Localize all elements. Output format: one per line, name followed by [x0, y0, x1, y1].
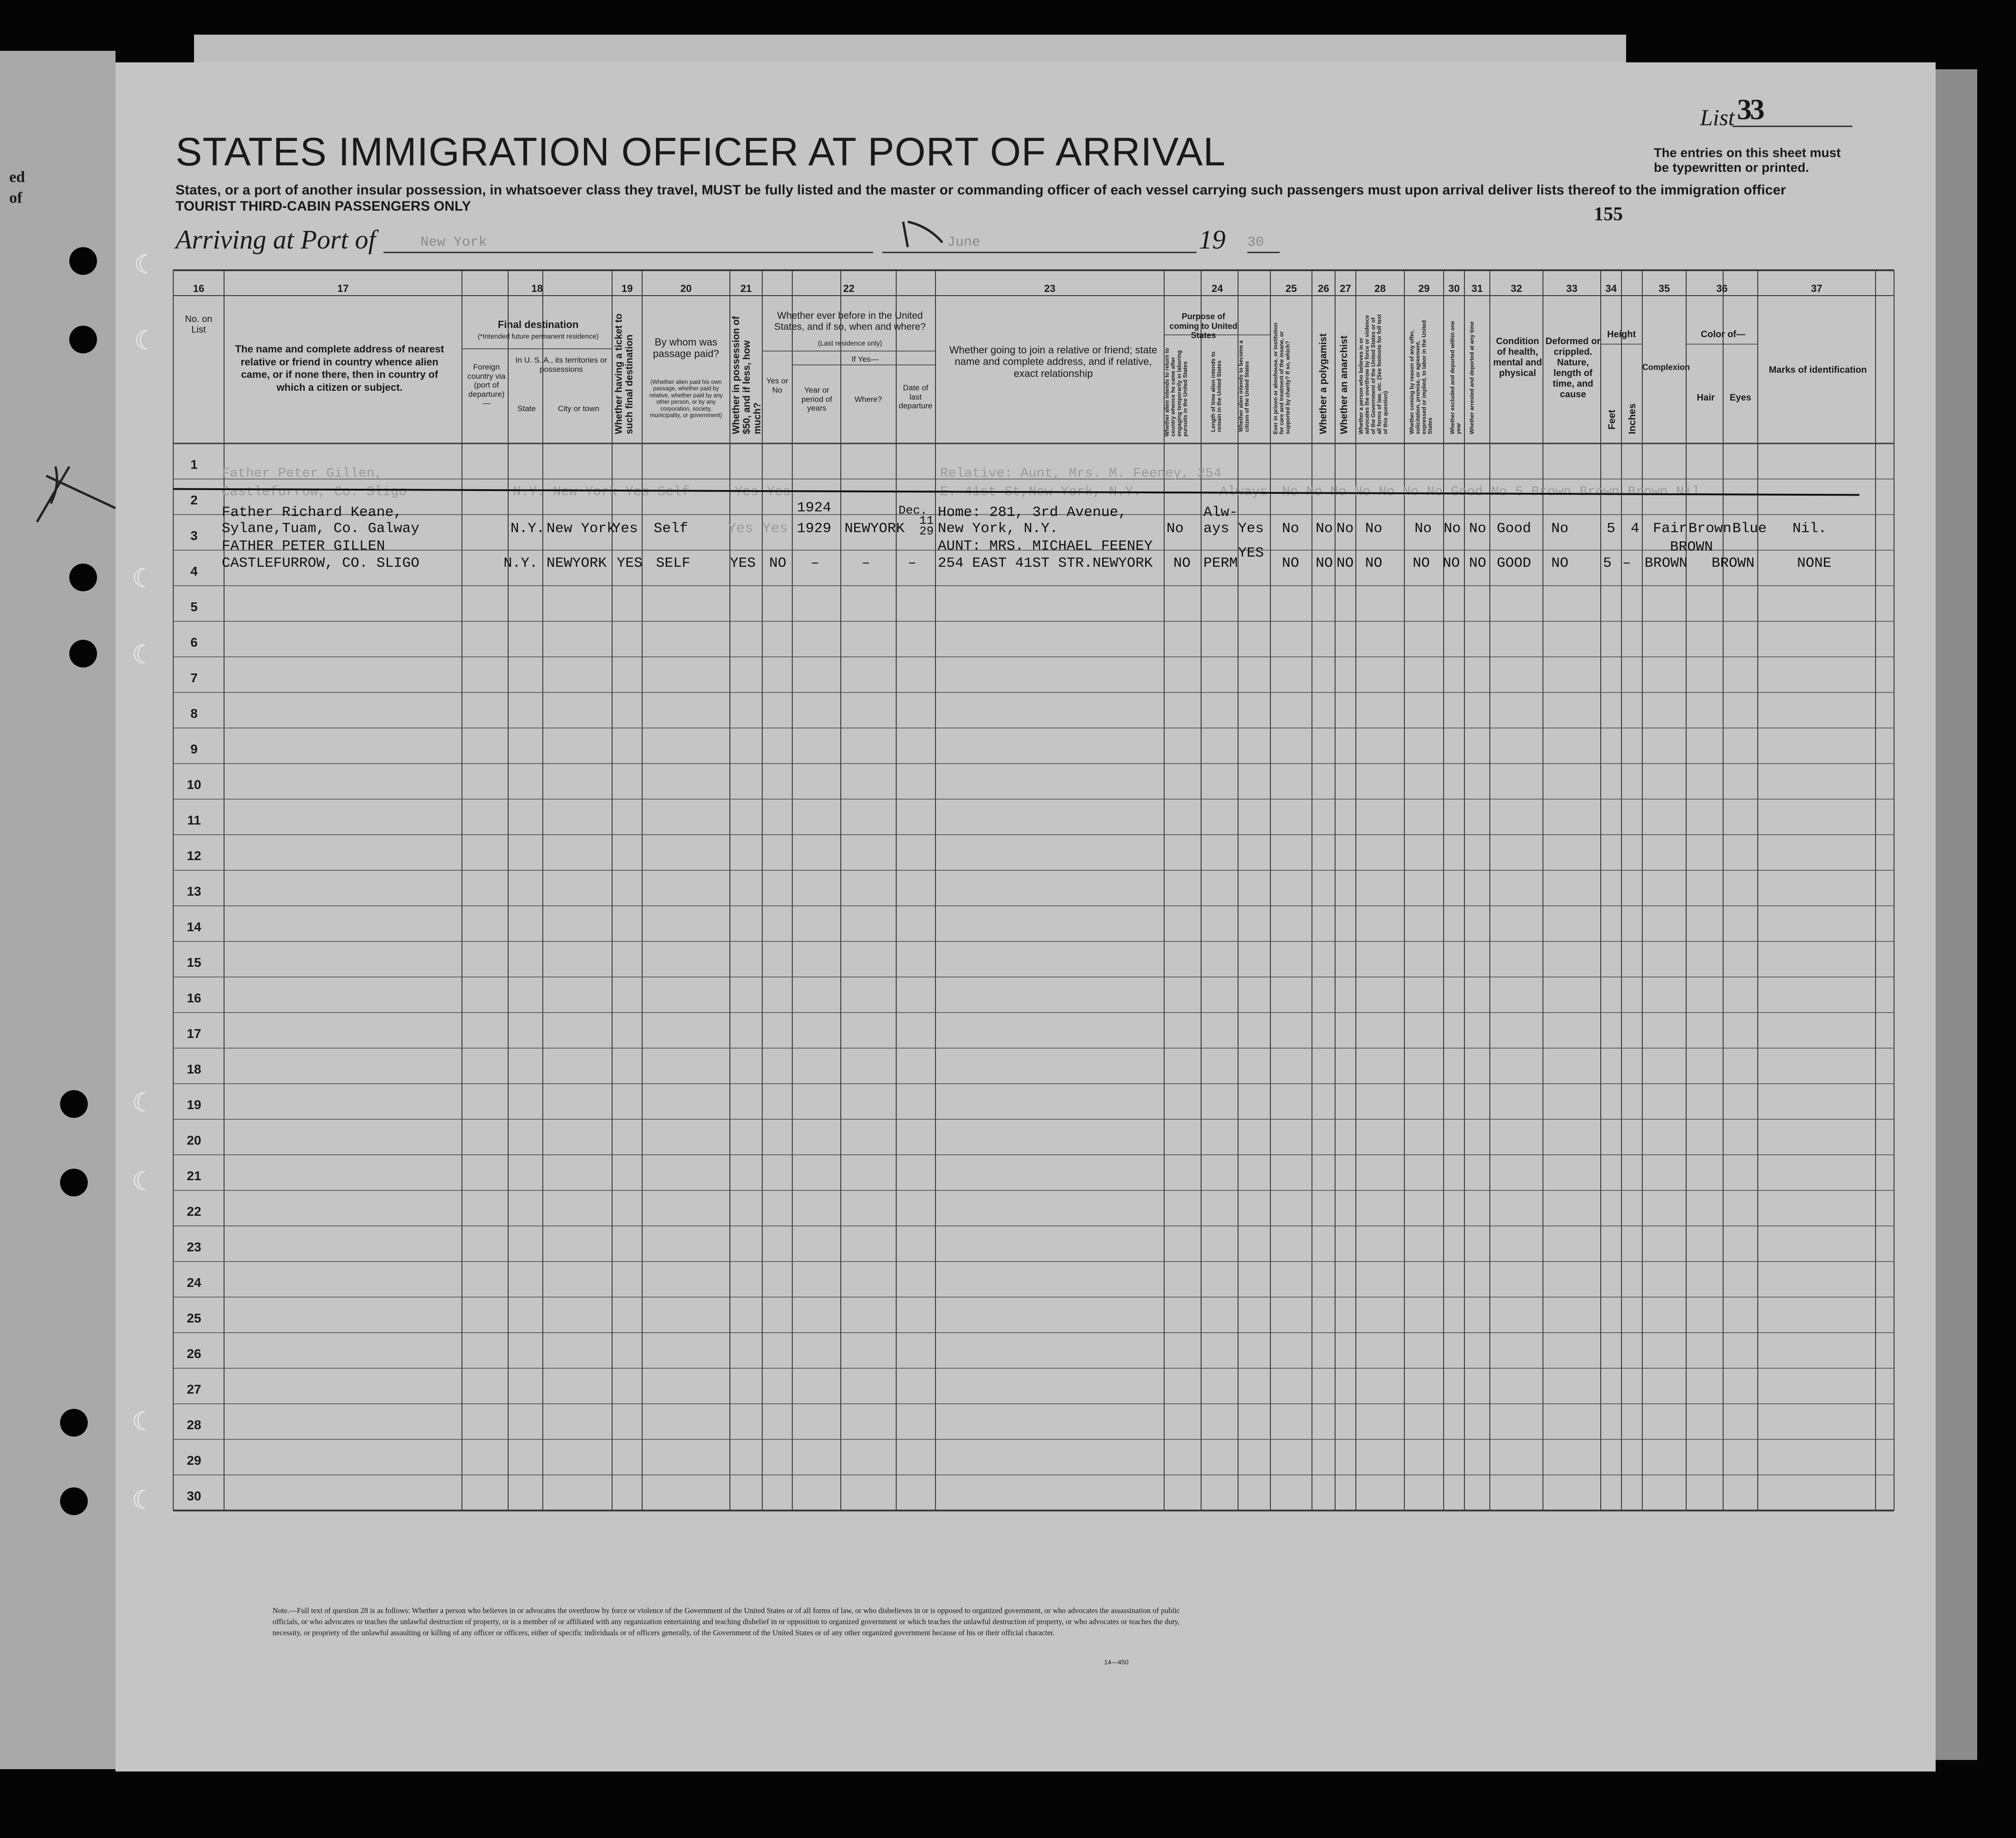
struck-relative-1: Father Peter Gillen, [222, 466, 383, 481]
row3-before: NO [769, 555, 787, 571]
col22-where: Where? [854, 395, 882, 404]
col27-header: Whether an anarchist [1339, 335, 1349, 434]
row2-excluded: No [1444, 521, 1461, 537]
port-value: New York [420, 235, 487, 250]
row3-state: N.Y. [504, 555, 538, 571]
punch-hole [60, 1169, 88, 1196]
column-number: 34 [1605, 283, 1617, 294]
row3-relative-line1: FATHER PETER GILLEN [222, 538, 385, 554]
row2-city: New York [547, 521, 615, 537]
column-number: 35 [1658, 283, 1670, 294]
col18-foreign: Foreign country via (port of departure)— [467, 363, 506, 408]
col18-subtitle: (*Intended future permanent residence) [478, 333, 599, 340]
row2-year-1: 1924 [797, 500, 832, 516]
row3-feet: 5 [1603, 555, 1612, 571]
col30-header: Whether excluded and deported within one year [1449, 321, 1462, 434]
row-number: 25 [187, 1311, 201, 1325]
row2-offer: No [1415, 521, 1432, 537]
row2-join-line2: New York, N.Y. [938, 521, 1058, 537]
row2-hair: Brown [1688, 521, 1732, 537]
typewritten-notice: The entries on this sheet must [1654, 146, 1841, 160]
row-number: 27 [187, 1382, 201, 1396]
column-number: 17 [337, 283, 349, 294]
row-number: 3 [190, 528, 198, 543]
row-number: 4 [190, 564, 198, 578]
column-number: 22 [843, 283, 855, 294]
manifest-sheet [115, 62, 1936, 1771]
ring-reinforcement-icon: ☾ [132, 1407, 155, 1437]
col22-subtitle: (Last residence only) [818, 340, 882, 347]
row-number: 2 [190, 493, 198, 507]
row3-length: PERM [1203, 555, 1238, 571]
edge-text-2: of [9, 189, 23, 206]
handwritten-check-mark [901, 217, 947, 249]
row2-marks: Nil. [1792, 521, 1827, 537]
row-number: 5 [190, 600, 198, 614]
row-number: 15 [187, 955, 201, 970]
row-number: 14 [187, 920, 201, 934]
passenger-class: TOURIST THIRD-CABIN PASSENGERS ONLY [176, 199, 471, 214]
row-number: 20 [187, 1133, 201, 1147]
row2-join-line1: Home: 281, 3rd Avenue, [938, 504, 1127, 521]
row-number: 24 [187, 1275, 201, 1290]
column-number: 23 [1044, 283, 1056, 294]
row2-date-3: 29 [919, 524, 934, 538]
col24-length: Length of time alien intends to remain in the United States [1210, 352, 1223, 432]
row2-date-2: 11 [919, 514, 934, 528]
col22-ifyes: If Yes— [851, 355, 879, 364]
column-number: 18 [531, 283, 543, 294]
row-number: 1 [190, 457, 198, 472]
row3-money: YES [730, 555, 756, 571]
struck-money: Yes Yes [735, 484, 791, 499]
row2-money: Yes [728, 521, 753, 537]
row3-health: GOOD [1497, 555, 1531, 571]
col16-header: No. on List [185, 314, 213, 335]
row2-state: N.Y. [510, 521, 545, 537]
column-number: 19 [621, 283, 633, 294]
date-line [882, 252, 1196, 253]
row-number: 16 [187, 991, 201, 1005]
arriving-label: Arriving at Port of [176, 224, 376, 255]
column-number: 29 [1418, 283, 1430, 294]
col21-header: Whether in possession of $50, and if less, how much? [731, 316, 763, 434]
col22-year: Year or period of years [801, 386, 832, 413]
row3-complexion: BROWN [1645, 555, 1688, 571]
row3-year: – [811, 555, 820, 571]
row-number: 18 [187, 1062, 201, 1076]
port-line [383, 252, 873, 253]
row-number: 26 [187, 1347, 201, 1361]
row3-hair: BROWN [1712, 555, 1755, 571]
col25-header: Ever in prison or almshouse, or institution for care and treatment of the insane, or supported by charity? If so, which? [1272, 322, 1291, 434]
row-number: 28 [187, 1418, 201, 1432]
row-number: 29 [187, 1453, 201, 1468]
ring-reinforcement-icon: ☾ [132, 1485, 155, 1515]
row3-city: NEWYORK [547, 555, 607, 571]
row-number: 10 [187, 777, 201, 792]
col22-date: Date of last departure [899, 383, 933, 411]
punch-hole [60, 1090, 88, 1118]
column-number: 25 [1285, 283, 1297, 294]
punch-hole [69, 564, 97, 591]
row-number: 22 [187, 1204, 201, 1219]
row-number: 23 [187, 1240, 201, 1254]
col26-header: Whether a polygamist [1318, 333, 1329, 434]
ring-reinforcement-icon: ☾ [132, 564, 155, 594]
column-number: 33 [1566, 283, 1578, 294]
ring-reinforcement-icon: ☾ [134, 249, 158, 279]
row3-excluded: NO [1443, 555, 1460, 571]
col29-header: Whether coming by reason of any offer, solicitation, promise, or agreement, expressed or implied, to labor in the United States [1409, 320, 1433, 434]
column-number: 24 [1211, 283, 1223, 294]
column-number: 21 [740, 283, 752, 294]
col19-header: Whether having a ticket to such final destination [613, 313, 635, 434]
row-number: 21 [187, 1169, 201, 1183]
struck-join-1: Relative: Aunt, Mrs. M. Feeney, 254 [940, 466, 1222, 481]
footnote: Note.—Full text of question 28 is as follows: Whether a person who believes in or advocates the overthrow by force or violence of the Government of the United States or of all forms of law, or who disbelieves in or is opposed to organized government, or who advocates the assassination of public officials, or who advocates or teaches the unlawful destruction of property, or is a member of or affiliated with any organization entertaining and teaching disbelief in or opposition to organized government or which teaches the unlawful destruction of property, or who advocates or teaches the duty, necessity, or propriety of the unlawful assaulting or killing of any officer or officers, either of specific individuals or of officers generally, of the Government of the United States or of any other organized government because of his or their official character. [273, 1606, 1180, 1637]
row2-length-1: Alw- [1203, 504, 1238, 521]
col20-title: By whom was passage paid? [653, 336, 719, 360]
col36-eyes: Eyes [1730, 393, 1751, 403]
row2-date-1: Dec. [899, 503, 928, 517]
right-page-edge [1931, 69, 1977, 1760]
year-suffix: 30 [1247, 235, 1264, 250]
col18-usa: In U. S. A., its territories or possessions [515, 356, 607, 374]
typewritten-notice-2: be typewritten or printed. [1654, 160, 1810, 175]
list-number: 33 [1737, 93, 1763, 126]
previous-page-strip [0, 51, 115, 1769]
col34-feet: Feet [1607, 409, 1617, 430]
col22-title: Whether ever before in the United States, and if so, when and where? [774, 310, 926, 333]
row-number: 19 [187, 1098, 201, 1112]
row2-relative-line2: Sylane,Tuam, Co. Galway [222, 521, 419, 537]
column-number: 31 [1471, 283, 1483, 294]
col23-header: Whether going to join a relative or friend; state name and complete address, and if relative, exact relationship [949, 344, 1158, 379]
list-label: List [1700, 104, 1735, 130]
row3-paid-by: SELF [656, 555, 691, 571]
column-number: 28 [1374, 283, 1386, 294]
col32-header: Condition of health, mental and physical [1493, 336, 1542, 378]
row3-inches: – [1622, 555, 1631, 571]
punch-hole [60, 1487, 88, 1515]
col18-city: City or town [558, 404, 600, 413]
col35-header: Complexion [1642, 363, 1690, 372]
col28-header: Whether a person who believes in or advocates the overthrow by force or violence of the Government of the United States or of all forms of law, etc. (See footnote for full text of this question) [1358, 314, 1389, 434]
struck-relative-2: Castlefurrow, Co. Sligo [222, 484, 407, 499]
row2-deformed: No [1551, 521, 1569, 537]
col36-title: Color of— [1700, 329, 1746, 340]
row2-year-2: 1929 [797, 521, 832, 537]
row3-overthrow: NO [1365, 555, 1383, 571]
row3-polygamist: NO [1316, 555, 1333, 571]
punch-hole [69, 247, 97, 275]
row2-length-2: ays [1203, 521, 1229, 537]
row-number: 17 [187, 1026, 201, 1041]
row2-inches: 4 [1631, 521, 1640, 537]
date-value: June [947, 235, 981, 250]
row-number: 6 [190, 635, 198, 649]
ring-reinforcement-icon: ☾ [132, 640, 155, 670]
edge-text-1: ed [9, 169, 25, 186]
ring-reinforcement-icon: ☾ [132, 1088, 155, 1118]
row2-ticket: Yes [612, 521, 638, 537]
list-number-line [1732, 126, 1852, 127]
page-subtitle: States, or a port of another insular possession, in whatsoever class they travel, MUST be fully listed and the master or commanding officer of each vessel carrying such passengers must upon arrival deliver lists thereof to the immigration officer [176, 182, 1786, 198]
struck-destination: N.Y. New York Yes Self [513, 484, 690, 499]
row3-offer: NO [1413, 555, 1430, 571]
page-title: STATES IMMIGRATION OFFICER AT PORT OF ARRIVAL [176, 130, 1226, 174]
row3-anarchist: NO [1336, 555, 1354, 571]
row3-join-line2: 254 EAST 41ST STR.NEWYORK [938, 555, 1153, 571]
year-line [1247, 252, 1280, 253]
row3-ticket: YES [617, 555, 643, 571]
row2-citizen: Yes [1238, 521, 1264, 537]
row2-where: NEWYORK [844, 521, 905, 537]
row2-paid-by: Self [654, 521, 688, 537]
row3-prison: NO [1282, 555, 1299, 571]
row3-deported: NO [1469, 555, 1487, 571]
col36-hair: Hair [1697, 393, 1715, 403]
row3-deformed: NO [1551, 555, 1569, 571]
row2-health: Good [1497, 521, 1531, 537]
row2-return: No [1166, 521, 1184, 537]
col17-header: The name and complete address of nearest relative or friend in country whence alien came, or if none there, then in country of which a citizen or subject. [235, 343, 444, 393]
row2-overthrow: No [1365, 521, 1383, 537]
column-number: 20 [680, 283, 692, 294]
row2-polygamist: No [1316, 521, 1333, 537]
row2-complexion: Fair [1653, 521, 1688, 537]
column-number: 37 [1811, 283, 1822, 294]
row2-relative-line1: Father Richard Keane, [222, 504, 402, 521]
row3-citizen: YES [1238, 545, 1264, 561]
row3-relative-line2: CASTLEFURROW, CO. SLIGO [222, 555, 419, 571]
form-code: 14—450 [1104, 1658, 1129, 1666]
row3-return: NO [1173, 555, 1191, 571]
col24-title: Purpose of coming to United States [1169, 312, 1238, 340]
column-number: 16 [193, 283, 205, 294]
row2-feet: 5 [1607, 521, 1615, 537]
struck-join-2: E. 41st St,New York, N.Y. [940, 484, 1142, 499]
row-number: 7 [190, 671, 198, 685]
row-number: 12 [187, 849, 201, 863]
page-number: 155 [1594, 204, 1623, 225]
col24-citizen: Whether alien intends to become a citizen of the United States [1238, 340, 1251, 432]
row3-date: – [908, 555, 917, 571]
col22-yesno: Yes or No [766, 376, 789, 394]
row-number: 11 [187, 813, 201, 827]
col18-state: State [517, 404, 536, 413]
column-number: 30 [1448, 283, 1460, 294]
handwritten-cross-mark [28, 457, 120, 527]
row3-where: – [862, 555, 870, 571]
column-number: 36 [1716, 283, 1728, 294]
ring-reinforcement-icon: ☾ [132, 1166, 155, 1196]
row3-join-line1: AUNT: MRS. MICHAEL FEENEY [938, 538, 1153, 554]
row2-prison: No [1282, 521, 1299, 537]
column-number: 32 [1511, 283, 1522, 294]
punch-hole [60, 1409, 88, 1437]
struck-length: Always [1220, 484, 1268, 499]
row3-complexion-upper: BROWN [1670, 539, 1713, 555]
row-number: 8 [190, 706, 198, 721]
col34-inches: Inches [1627, 403, 1638, 434]
col24-return: Whether alien intends to return to country whence he came after engaging temporarily in laboring pursuits in the United States [1164, 347, 1189, 437]
col34-title: Height [1607, 329, 1636, 340]
column-number: 27 [1340, 283, 1351, 294]
col37-header: Marks of identification [1768, 365, 1867, 375]
row3-marks: NONE [1797, 555, 1832, 571]
row2-anarchist: No [1336, 521, 1354, 537]
col33-header: Deformed or crippled. Nature, length of time, and cause [1545, 336, 1601, 400]
col31-header: Whether arrested and deported at any time [1469, 321, 1475, 434]
struck-values: No No No No No No No Good No 5 Brown Brown Brown Nil. [1282, 484, 1708, 499]
ring-reinforcement-icon: ☾ [134, 326, 158, 356]
row-number: 30 [187, 1489, 201, 1503]
row-number: 9 [190, 742, 198, 756]
row-number: 13 [187, 884, 201, 898]
col20-subtitle: (Whether alien paid his own passage, whether paid by relative, whether paid by any other person, or by any corporation, society, municipality, or government) [649, 379, 723, 419]
year-prefix: 19 [1199, 224, 1226, 255]
punch-hole [69, 640, 97, 667]
row2-before: Yes [762, 521, 788, 537]
row2-deported: No [1469, 521, 1487, 537]
row2-eyes: Blue [1732, 521, 1767, 537]
punch-hole [69, 326, 97, 353]
column-number: 26 [1318, 283, 1330, 294]
col18-title: Final destination [498, 319, 579, 330]
